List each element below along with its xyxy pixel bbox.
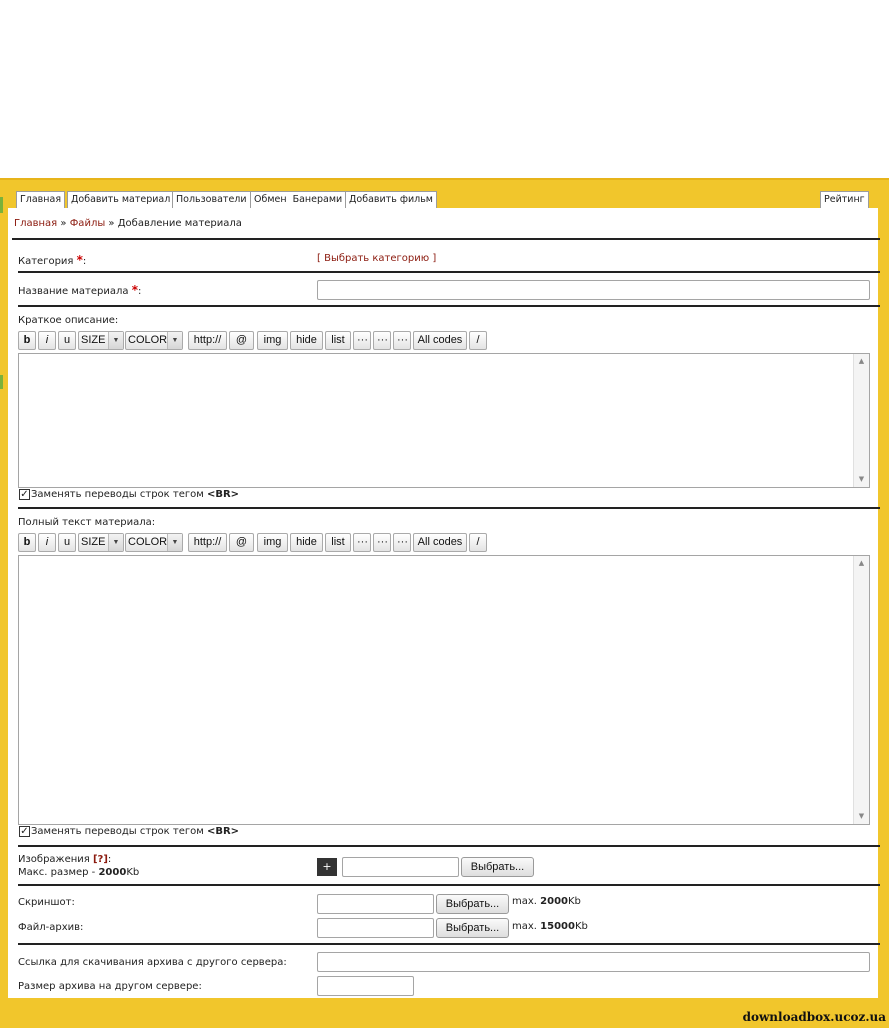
more-button[interactable]: ··· — [373, 533, 391, 552]
watermark: downloadbox.ucoz.ua — [742, 1010, 886, 1024]
choose-archive-button[interactable]: Выбрать... — [436, 918, 509, 938]
full-text-label: Полный текст материала: — [18, 517, 156, 528]
short-desc-textarea[interactable] — [18, 353, 870, 488]
color-select-value: COLOR — [128, 536, 168, 548]
screenshot-file-input[interactable] — [317, 894, 434, 914]
scrollbar[interactable] — [853, 556, 869, 824]
underline-button[interactable]: u — [58, 331, 76, 350]
archive-max-size — [512, 921, 588, 932]
size-select[interactable] — [78, 331, 124, 350]
remote-size-input[interactable] — [317, 976, 414, 996]
img-button[interactable]: img — [257, 533, 288, 552]
main-content — [8, 208, 878, 998]
size-select-value: SIZE — [81, 536, 106, 548]
size-select-value: SIZE — [81, 334, 106, 346]
bold-button[interactable]: b — [18, 533, 36, 552]
more-button[interactable]: ··· — [353, 533, 371, 552]
unit: Kb — [568, 896, 581, 907]
archive-label: Файл-архив: — [18, 922, 84, 933]
remote-link-input[interactable] — [317, 952, 870, 972]
divider — [18, 305, 880, 307]
bold-button[interactable]: b — [18, 331, 36, 350]
side-marker — [0, 197, 3, 213]
more-button[interactable]: ··· — [353, 331, 371, 350]
images-max-size — [18, 867, 139, 878]
scroll-down-icon[interactable]: ▼ — [858, 475, 865, 483]
size-select[interactable] — [78, 533, 124, 552]
hide-button[interactable]: hide — [290, 533, 323, 552]
breadcrumb-separator: » — [60, 218, 67, 229]
url-button[interactable]: http:// — [188, 331, 227, 350]
add-image-button[interactable]: + — [317, 858, 337, 876]
scroll-up-icon[interactable]: ▲ — [858, 559, 865, 567]
screenshot-max-size — [512, 896, 581, 907]
close-tags-button[interactable]: / — [469, 331, 487, 350]
divider — [18, 943, 880, 945]
breadcrumb-home[interactable]: Главная — [14, 218, 58, 229]
choose-image-button[interactable]: Выбрать... — [461, 857, 534, 877]
tab-add-film[interactable]: Добавить фильм — [345, 191, 437, 208]
screenshot-max-value: 2000 — [540, 896, 568, 907]
close-tags-button[interactable]: / — [469, 533, 487, 552]
scroll-down-icon[interactable]: ▼ — [858, 812, 865, 820]
italic-button[interactable]: i — [38, 331, 56, 350]
short-desc-label: Краткое описание: — [18, 315, 119, 326]
category-label-row: Категория *: — [18, 253, 87, 267]
underline-button[interactable]: u — [58, 533, 76, 552]
max-size-label: Макс. размер - — [18, 867, 96, 878]
br-label-text: Заменять переводы строк тегом — [31, 826, 204, 837]
divider — [18, 507, 880, 509]
archive-file-input[interactable] — [317, 918, 434, 938]
divider — [18, 845, 880, 847]
breadcrumb-separator: » — [108, 218, 115, 229]
color-select[interactable] — [125, 331, 183, 350]
color-select[interactable] — [125, 533, 183, 552]
br-tag: <BR> — [206, 489, 240, 500]
choose-category-link[interactable]: [ Выбрать категорию ] — [317, 253, 437, 264]
br-label-text: Заменять переводы строк тегом — [31, 489, 204, 500]
color-select-value: COLOR — [128, 334, 168, 346]
breadcrumb — [14, 218, 242, 229]
required-mark: * — [131, 283, 138, 297]
side-marker — [0, 375, 3, 389]
max-size-unit: Kb — [126, 867, 140, 878]
br-tag: <BR> — [206, 826, 240, 837]
all-codes-button[interactable]: All codes — [413, 331, 467, 350]
full-text-textarea[interactable] — [18, 555, 870, 825]
divider — [18, 271, 880, 273]
email-button[interactable]: @ — [229, 331, 254, 350]
divider — [18, 884, 880, 886]
category-label: Категория — [18, 256, 74, 267]
chevron-down-icon: ▼ — [167, 534, 182, 551]
max-prefix: max. — [512, 896, 537, 907]
required-mark: * — [76, 253, 83, 267]
title-label-row: Название материала *: — [18, 283, 142, 297]
images-help-link[interactable]: [?] — [92, 854, 108, 865]
title-input[interactable] — [317, 280, 870, 300]
unit: Kb — [574, 921, 588, 932]
remote-link-label: Ссылка для скачивания архива с другого сервера: — [18, 957, 287, 968]
list-button[interactable]: list — [325, 533, 351, 552]
tab-banner-exchange[interactable]: Обмен Банерами — [250, 191, 346, 208]
choose-screenshot-button[interactable]: Выбрать... — [436, 894, 509, 914]
chevron-down-icon: ▼ — [108, 332, 123, 349]
max-prefix: max. — [512, 921, 537, 932]
email-button[interactable]: @ — [229, 533, 254, 552]
image-file-input[interactable] — [342, 857, 459, 877]
italic-button[interactable]: i — [38, 533, 56, 552]
scrollbar[interactable] — [853, 354, 869, 487]
br-checkbox-label — [31, 826, 239, 837]
hide-button[interactable]: hide — [290, 331, 323, 350]
br-checkbox[interactable]: ✓ — [20, 826, 29, 837]
divider — [12, 238, 880, 240]
archive-max-value: 15000 — [540, 921, 575, 932]
title-label: Название материала — [18, 286, 129, 297]
images-label: Изображения — [18, 854, 90, 865]
tab-add-material[interactable]: Добавить материал — [67, 191, 174, 208]
more-button[interactable]: ··· — [393, 533, 411, 552]
chevron-down-icon: ▼ — [167, 332, 182, 349]
all-codes-button[interactable]: All codes — [413, 533, 467, 552]
breadcrumb-current: Добавление материала — [117, 218, 242, 229]
breadcrumb-files[interactable]: Файлы — [69, 218, 106, 229]
br-checkbox-label — [31, 489, 239, 500]
scroll-up-icon[interactable]: ▲ — [858, 357, 865, 365]
remote-size-label: Размер архива на другом сервере: — [18, 981, 202, 992]
tab-users[interactable]: Пользователи — [172, 191, 251, 208]
img-button[interactable]: img — [257, 331, 288, 350]
screenshot-label: Скриншот: — [18, 897, 75, 908]
br-checkbox[interactable]: ✓ — [20, 489, 29, 500]
tab-home[interactable]: Главная — [16, 191, 65, 208]
chevron-down-icon: ▼ — [108, 534, 123, 551]
more-button[interactable]: ··· — [393, 331, 411, 350]
images-label-row: Изображения [?]: — [18, 854, 112, 865]
list-button[interactable]: list — [325, 331, 351, 350]
max-size-value: 2000 — [98, 867, 127, 878]
url-button[interactable]: http:// — [188, 533, 227, 552]
tab-rating[interactable]: Рейтинг — [820, 191, 869, 208]
more-button[interactable]: ··· — [373, 331, 391, 350]
